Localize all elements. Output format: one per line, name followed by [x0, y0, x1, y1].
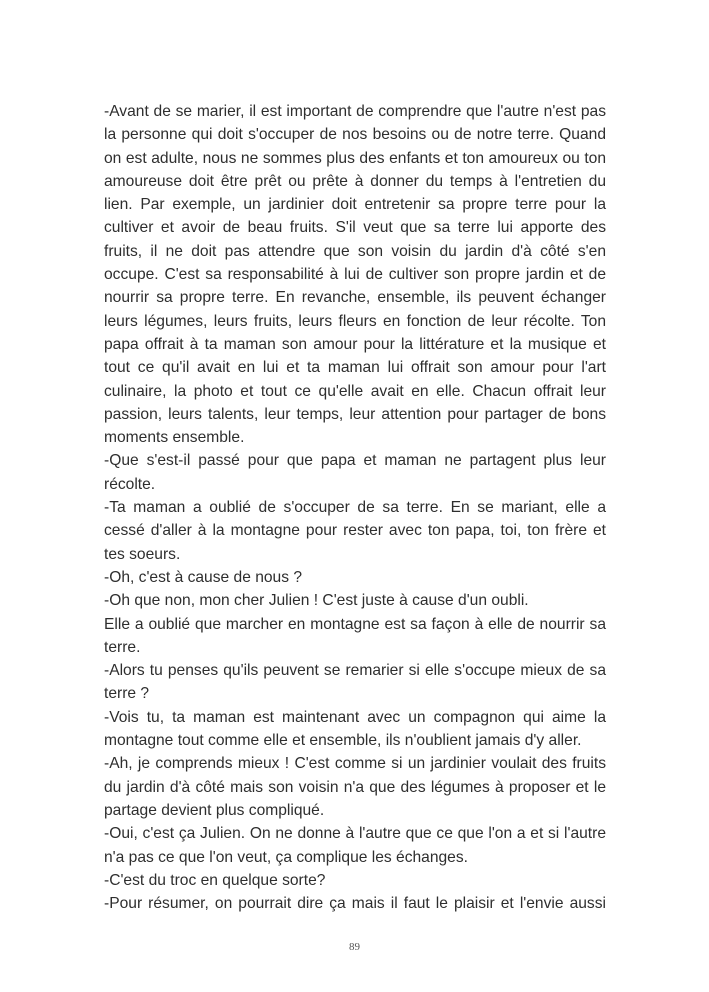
paragraph: -Ta maman a oublié de s'occuper de sa terre. En se mariant, elle a cessé d'aller à la montagne pour rester avec ton papa, toi, ton frère et tes soeurs. — [104, 499, 606, 563]
paragraph: -C'est du troc en quelque sorte? — [104, 871, 326, 889]
paragraph: -Oui, c'est ça Julien. On ne donne à l'autre que ce que l'on a et si l'autre n'a pas ce que l'on veut, ça complique les échanges. — [104, 825, 606, 866]
body-text — [104, 100, 606, 915]
paragraph: -Alors tu penses qu'ils peuvent se remarier si elle s'occupe mieux de sa terre ? — [104, 662, 606, 703]
paragraph: -Que s'est-il passé pour que papa et maman ne partagent plus leur récolte. — [104, 452, 606, 493]
paragraph: -Vois tu, ta maman est maintenant avec un compagnon qui aime la montagne tout comme elle et ensemble, ils n'oublient jamais d'y aller. — [104, 708, 606, 750]
page-number: 89 — [349, 941, 360, 953]
paragraph: Elle a oublié que marcher en montagne est sa façon à elle de nourrir sa terre. — [104, 615, 606, 656]
paragraph: -Ah, je comprends mieux ! C'est comme si un jardinier voulait des fruits du jardin d'à côté mais son voisin n'a que des légumes à proposer et le partage devient plus compliqué. — [104, 755, 606, 819]
paragraph: -Oh, c'est à cause de nous ? — [104, 568, 303, 586]
paragraph: -Oh que non, mon cher Julien ! C'est juste à cause d'un oubli. — [104, 592, 529, 610]
paragraph: -Avant de se marier, il est important de comprendre que l'autre n'est pas la personne qui doit s'occuper de nos besoins ou de notre terre. Quand on est adulte, nous ne sommes plus des enfants et ton amoureux ou ton amoureuse doit être prêt ou prête à donner du temps à l'entretien du lien. Par exemple, un jardinier doit entretenir sa propre terre pour la cultiver et avoir de beau fruits. S'il veut que sa terre lui apporte des fruits, il ne doit pas attendre que son voisin du jardin d'à côté s'en occupe. C'est sa responsabilité à lui de cultiver son propre jardin et de nourrir sa propre terre. En revanche, ensemble, ils peuvent échanger leurs légumes, leurs fruits, leurs fleurs en fonction de leur récolte. Ton papa offrait à ta maman son amour pour la littérature et la musique et tout ce qu'il avait en lui et ta maman lui offrait son amour pour l'art culinaire, la photo et tout ce qu'elle avait en elle. Chacun offrait leur passion, leurs talents, leur temps, leur attention pour partager de bons moments ensemble. — [104, 103, 606, 447]
paragraph: -Pour résumer, on pourrait dire ça mais il faut le plaisir et l'envie aussi — [104, 895, 606, 913]
